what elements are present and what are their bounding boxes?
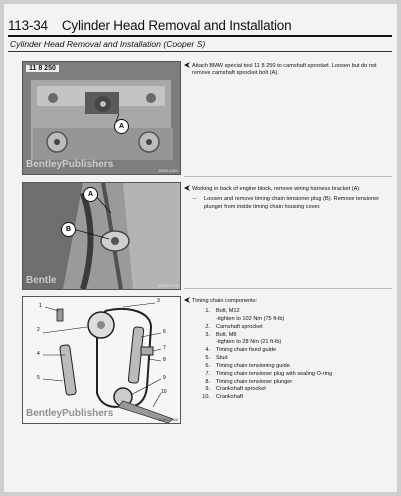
page-number: 113-34 <box>8 18 48 33</box>
list-item: 6. Timing chain tensioning guide <box>205 362 290 369</box>
list-item: 9. Crankshaft sprocket <box>205 386 266 393</box>
callout-a: A <box>114 119 129 134</box>
watermark: BentleyPublishers <box>26 408 114 419</box>
list-item: 10. Crankshaft <box>202 394 244 401</box>
watermark: BentleyPublishers <box>26 159 114 170</box>
manual-page <box>4 4 397 492</box>
section-subtitle: Cylinder Head Removal and Installation (Cooper S) <box>10 39 206 49</box>
timing-chain-drawing <box>23 297 180 423</box>
callout-9: 9 <box>163 375 166 381</box>
list-item: 5. Stud <box>205 354 228 361</box>
tensioner-photo <box>23 183 180 289</box>
callout-4: 4 <box>37 351 40 357</box>
divider <box>184 288 392 289</box>
list-item: 3. Bolt, M8 -tighten to 28 Nm (21 ft-lb) <box>205 331 282 346</box>
step-2-text: Working in back of engine block, remove wiring harness bracket (A). <box>192 186 361 192</box>
page-header <box>8 18 291 33</box>
tool-number-label: 11 8 250 <box>26 65 59 72</box>
camshaft-photo <box>23 62 180 174</box>
subtitle-rule <box>8 51 392 52</box>
step-1-text: Attach BMW special tool 11 8 250 to camshaft sprocket. Loosen but do not remove camshaft sprocket bolt (A). <box>192 63 377 77</box>
figure-tag: BMM-0081 <box>158 168 178 173</box>
list-item: 4. Timing chain fixed guide <box>205 346 277 353</box>
step-2-subtext: – Loosen and remove timing chain tensioner plug (B). Remove tensioner plunger from inside timing chain housing cover. <box>192 196 388 211</box>
pointer-arrow-icon <box>183 61 191 69</box>
header-rule <box>8 35 392 37</box>
step-1 <box>192 63 388 81</box>
callout-8: 8 <box>163 357 166 363</box>
page-title: Cylinder Head Removal and Installation <box>61 18 292 33</box>
callout-1: 1 <box>39 303 42 309</box>
components-list <box>192 308 388 401</box>
callout-2: 2 <box>37 327 40 333</box>
figure-tag: BMM-0003 <box>158 283 178 288</box>
watermark: Bentle <box>26 275 57 286</box>
callout-5: 5 <box>37 375 40 381</box>
callout-7: 7 <box>163 345 166 351</box>
step-3 <box>192 298 388 402</box>
list-item: 1. Bolt, M12 -tighten to 102 Nm (75 ft-lb) <box>205 308 285 322</box>
figure-tensioner-plug <box>22 182 181 290</box>
divider <box>184 176 392 177</box>
figure-tag: BMM-0086 <box>158 417 178 422</box>
callout-a: A <box>83 187 98 202</box>
callout-3: 3 <box>157 298 160 304</box>
list-item: 2. Camshaft sprocket <box>205 323 263 330</box>
pointer-arrow-icon <box>183 296 191 304</box>
callout-10: 10 <box>161 389 167 395</box>
components-intro: Timing chain components: <box>192 298 258 304</box>
list-item: 8. Timing chain tensioner plunger <box>205 378 293 385</box>
figure-timing-chain-diagram <box>22 296 181 424</box>
callout-6: 6 <box>163 329 166 335</box>
figure-camshaft-tool <box>22 61 181 175</box>
list-item: 7. Timing chain tensioner plug with sealing O-ring <box>205 370 333 377</box>
step-2 <box>192 186 388 214</box>
pointer-arrow-icon <box>183 184 191 192</box>
callout-b: B <box>61 222 76 237</box>
